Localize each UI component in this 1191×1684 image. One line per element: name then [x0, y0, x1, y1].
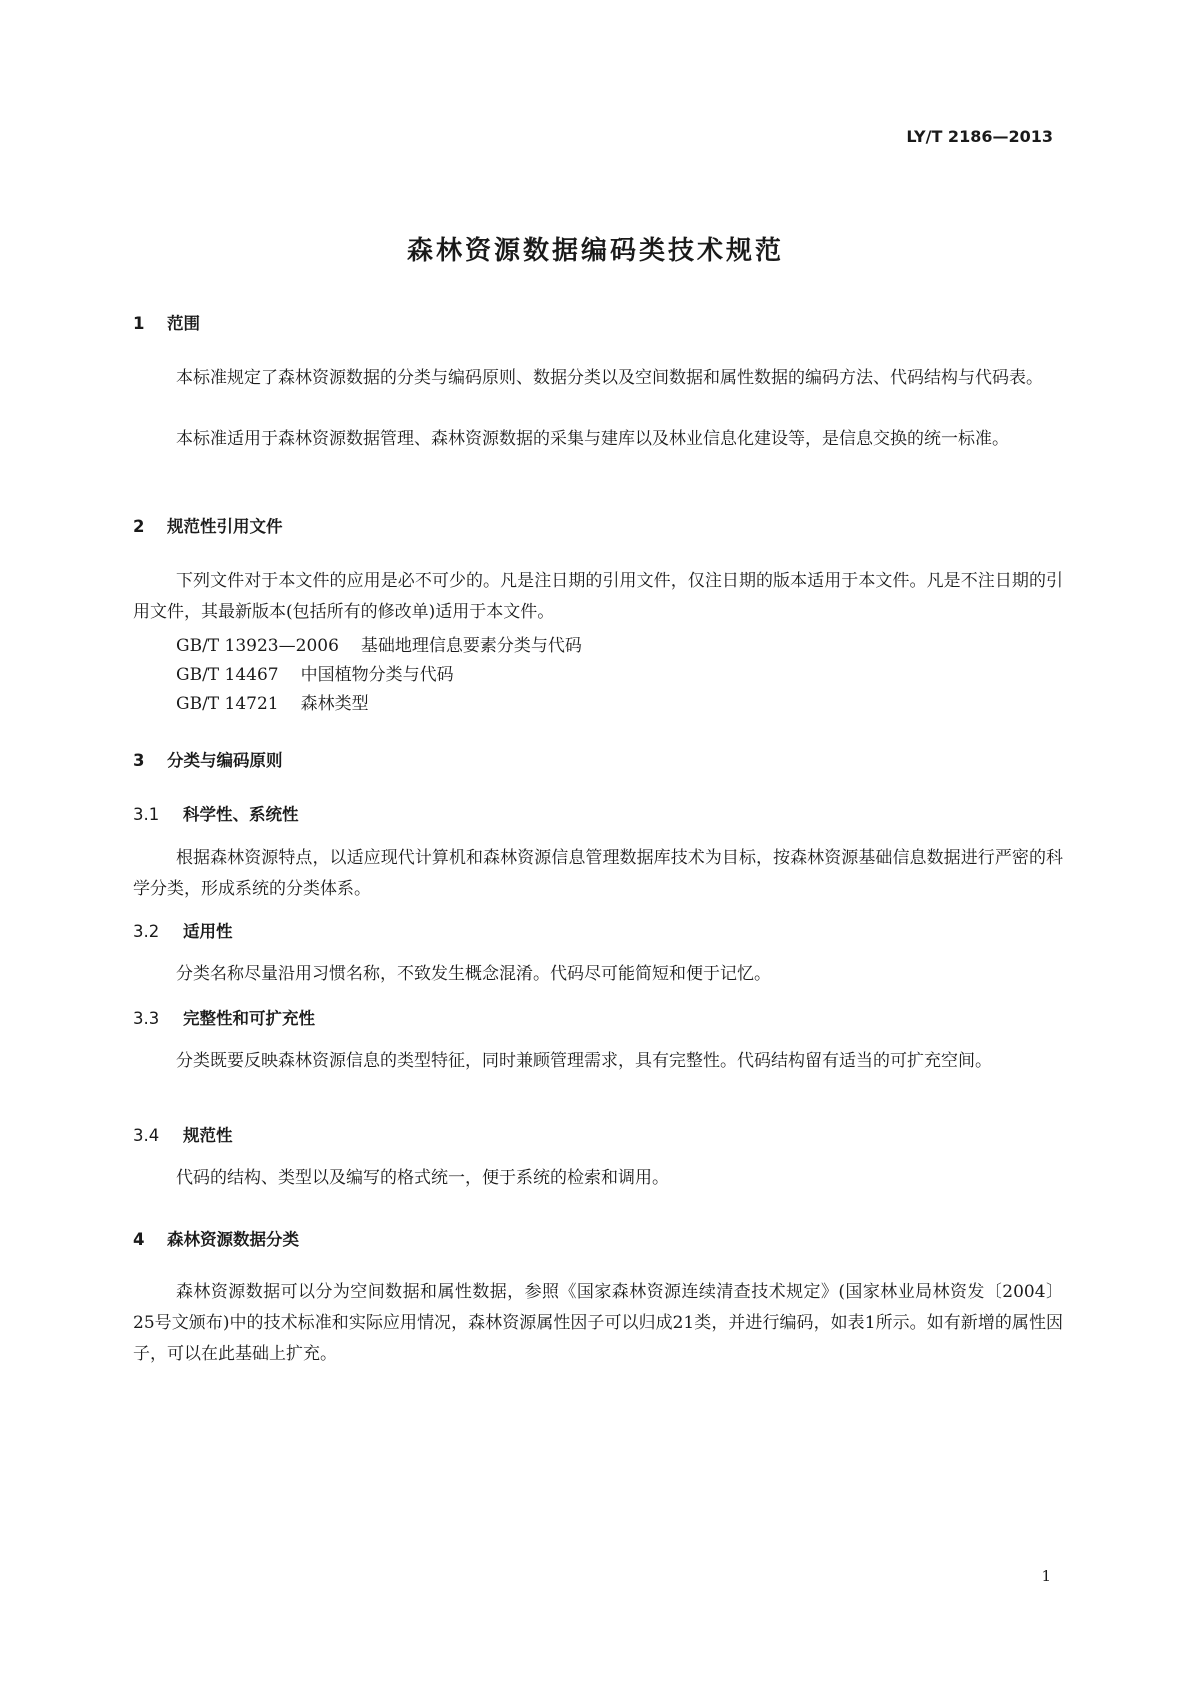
subsection-3-3-heading — [133, 1005, 315, 1029]
section-1-paragraph-2: 本标准适用于森林资源数据管理、森林资源数据的采集与建库以及林业信息化建设等，是信息交换的统一标准。 — [176, 429, 1009, 449]
subsection-number: 3.1 — [133, 805, 160, 824]
section-number: 3 — [133, 751, 145, 770]
section-number: 2 — [133, 517, 145, 536]
section-4-paragraph: 森林资源数据可以分为空间数据和属性数据，参照《国家森林资源连续清查技术规定》(国家林业局林资发〔2004〕25号文颁布)中的技术标准和实际应用情况，森林资源属性因子可以归成21类，并进行编码，如表1所示。如有新增的属性因子，可以在此基础上扩充。 — [133, 1282, 1063, 1364]
reference-item — [176, 689, 369, 714]
subsection-number: 3.4 — [133, 1126, 160, 1145]
reference-code: GB/T 13923—2006 — [176, 636, 339, 656]
subsection-title: 完整性和可扩充性 — [183, 1009, 315, 1028]
section-title: 规范性引用文件 — [167, 517, 283, 536]
section-2-heading — [133, 513, 283, 537]
subsection-title: 适用性 — [183, 922, 233, 941]
subsection-title: 规范性 — [183, 1126, 233, 1145]
subsection-number: 3.2 — [133, 922, 160, 941]
section-4-heading — [133, 1226, 299, 1250]
section-title: 森林资源数据分类 — [167, 1230, 299, 1249]
standard-code: LY/T 2186—2013 — [906, 127, 1053, 146]
section-1-heading — [133, 310, 200, 334]
subsection-title: 科学性、系统性 — [183, 805, 299, 824]
page-number: 1 — [1041, 1567, 1051, 1585]
subsection-number: 3.3 — [133, 1009, 160, 1028]
subsection-3-4-paragraph: 代码的结构、类型以及编写的格式统一，便于系统的检索和调用。 — [176, 1168, 669, 1188]
reference-code: GB/T 14721 — [176, 694, 279, 714]
reference-item — [176, 631, 582, 656]
reference-item — [176, 660, 454, 685]
document-title: 森林资源数据编码类技术规范 — [406, 236, 784, 266]
reference-name: 森林类型 — [300, 694, 369, 714]
section-1-paragraph-1: 本标准规定了森林资源数据的分类与编码原则、数据分类以及空间数据和属性数据的编码方法、代码结构与代码表。 — [176, 368, 1043, 388]
section-2-paragraph: 下列文件对于本文件的应用是必不可少的。凡是注日期的引用文件，仅注日期的版本适用于本文件。凡是不注日期的引用文件，其最新版本(包括所有的修改单)适用于本文件。 — [133, 571, 1063, 622]
subsection-3-1-heading — [133, 801, 299, 825]
subsection-3-2-paragraph: 分类名称尽量沿用习惯名称，不致发生概念混淆。代码尽可能简短和便于记忆。 — [176, 964, 771, 984]
section-3-heading — [133, 747, 283, 771]
subsection-3-4-heading — [133, 1122, 233, 1146]
reference-code: GB/T 14467 — [176, 665, 279, 685]
section-number: 4 — [133, 1230, 145, 1249]
subsection-3-2-heading — [133, 918, 233, 942]
reference-name: 中国植物分类与代码 — [300, 665, 454, 685]
section-number: 1 — [133, 314, 145, 333]
subsection-3-3-paragraph: 分类既要反映森林资源信息的类型特征，同时兼顾管理需求，具有完整性。代码结构留有适当的可扩充空间。 — [176, 1051, 992, 1071]
section-title: 分类与编码原则 — [167, 751, 283, 770]
subsection-3-1-paragraph: 根据森林资源特点，以适应现代计算机和森林资源信息管理数据库技术为目标，按森林资源基础信息数据进行严密的科学分类，形成系统的分类体系。 — [133, 848, 1063, 899]
reference-name: 基础地理信息要素分类与代码 — [360, 636, 582, 656]
section-title: 范围 — [167, 314, 200, 333]
